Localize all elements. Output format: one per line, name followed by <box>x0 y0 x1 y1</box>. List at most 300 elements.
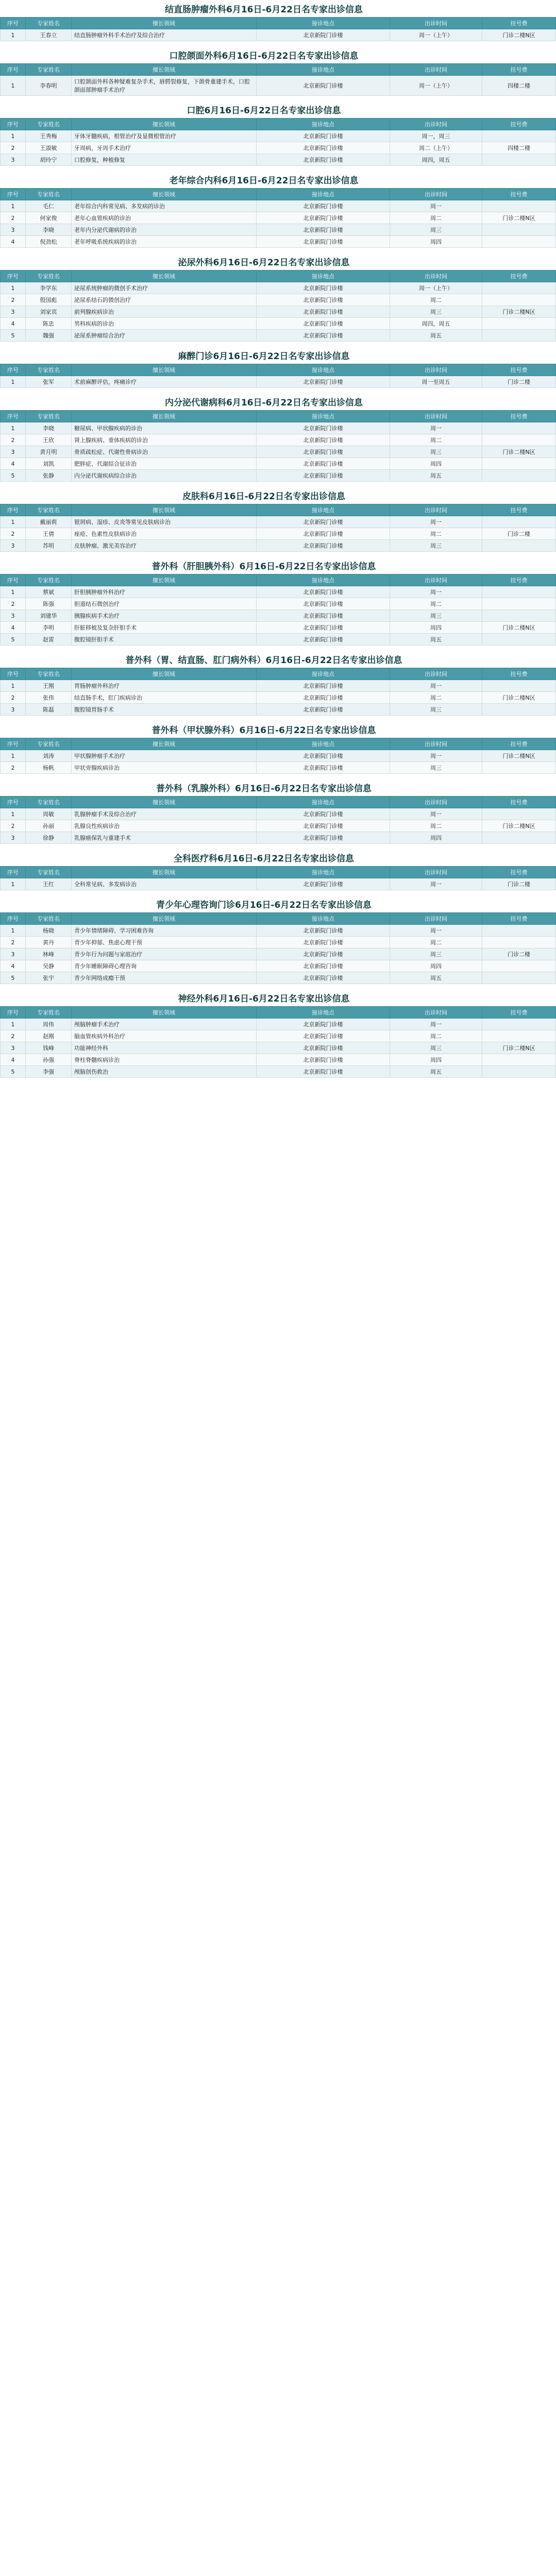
clinic-location: 北京新院门诊楼 <box>257 622 390 634</box>
clinic-time: 周一，周三 <box>390 130 482 142</box>
table-header-row <box>1 364 556 376</box>
clinic-room <box>482 294 556 306</box>
clinic-room <box>482 925 556 937</box>
table-row <box>1 422 556 434</box>
clinic-room <box>482 200 556 212</box>
doctor-name: 黄丹 <box>26 937 72 948</box>
doctor-name: 李晓 <box>26 224 72 236</box>
row-number: 1 <box>1 200 26 212</box>
row-number: 2 <box>1 692 26 704</box>
row-number: 4 <box>1 458 26 470</box>
doctor-name: 陈磊 <box>26 704 72 716</box>
table-header-row <box>1 796 556 808</box>
clinic-room: 门诊二楼N区 <box>482 692 556 704</box>
clinic-location: 北京新院门诊楼 <box>257 446 390 458</box>
clinic-time: 周三 <box>390 948 482 960</box>
clinic-location: 北京新院门诊楼 <box>257 1030 390 1042</box>
clinic-time: 周一 <box>390 750 482 762</box>
clinic-room <box>482 937 556 948</box>
row-number: 2 <box>1 598 26 610</box>
clinic-room <box>482 224 556 236</box>
specialty: 前列腺疾病诊治 <box>72 306 257 318</box>
column-header: 序号 <box>1 189 26 200</box>
column-header: 接诊地点 <box>257 867 390 878</box>
schedule-table <box>0 118 556 166</box>
column-header: 出诊时间 <box>390 270 482 282</box>
doctor-name: 孙强 <box>26 1054 72 1066</box>
specialty: 泌尿系结石的微创治疗 <box>72 294 257 306</box>
column-header: 挂号费 <box>482 118 556 130</box>
column-header: 出诊时间 <box>390 867 482 878</box>
doctor-name: 张宇 <box>26 972 72 984</box>
schedule-table <box>0 866 556 890</box>
clinic-location: 北京新院门诊楼 <box>257 318 390 330</box>
row-number: 2 <box>1 528 26 540</box>
table-header-row <box>1 411 556 422</box>
clinic-room <box>482 422 556 434</box>
clinic-location: 北京新院门诊楼 <box>257 422 390 434</box>
row-number: 2 <box>1 212 26 224</box>
row-number: 4 <box>1 960 26 972</box>
table-header-row <box>1 913 556 925</box>
table-row <box>1 1019 556 1030</box>
table-row <box>1 634 556 646</box>
specialty: 骨质疏松症、代谢性骨病诊治 <box>72 446 257 458</box>
row-number: 2 <box>1 937 26 948</box>
clinic-location: 北京新院门诊楼 <box>257 282 390 294</box>
row-number: 1 <box>1 282 26 294</box>
table-row <box>1 704 556 716</box>
row-number: 3 <box>1 610 26 622</box>
schedule-table <box>0 738 556 774</box>
clinic-time: 周四，周五 <box>390 154 482 166</box>
clinic-time: 周一（上午） <box>390 29 482 41</box>
clinic-room <box>482 762 556 774</box>
table-row <box>1 622 556 634</box>
clinic-location: 北京新院门诊楼 <box>257 76 390 96</box>
clinic-location: 北京新院门诊楼 <box>257 948 390 960</box>
doctor-name: 王欣 <box>26 434 72 446</box>
row-number: 3 <box>1 832 26 844</box>
table-row <box>1 212 556 224</box>
column-header: 出诊时间 <box>390 738 482 750</box>
column-header: 序号 <box>1 64 26 76</box>
row-number: 2 <box>1 1030 26 1042</box>
clinic-location: 北京新院门诊楼 <box>257 972 390 984</box>
doctor-name: 杨晓 <box>26 925 72 937</box>
schedule-section <box>0 253 535 342</box>
row-number: 2 <box>1 142 26 154</box>
column-header: 擅长领域 <box>72 411 257 422</box>
clinic-room <box>482 1054 556 1066</box>
doctor-name: 杨帆 <box>26 762 72 774</box>
clinic-room <box>482 972 556 984</box>
specialty: 老年综合内科常见病、多发病的诊治 <box>72 200 257 212</box>
section-title: 全科医疗科6月16日-6月22日名专家出诊信息 <box>173 854 355 864</box>
clinic-location: 北京新院门诊楼 <box>257 808 390 820</box>
column-header: 出诊时间 <box>390 18 482 29</box>
column-header: 专家姓名 <box>26 867 72 878</box>
clinic-location: 北京新院门诊楼 <box>257 528 390 540</box>
table-header-row <box>1 504 556 516</box>
clinic-location: 北京新院门诊楼 <box>257 586 390 598</box>
clinic-location: 北京新院门诊楼 <box>257 960 390 972</box>
column-header: 接诊地点 <box>257 738 390 750</box>
row-number: 3 <box>1 1042 26 1054</box>
clinic-time: 周三 <box>390 224 482 236</box>
schedule-table <box>0 17 556 41</box>
clinic-room <box>482 540 556 552</box>
clinic-location: 北京新院门诊楼 <box>257 692 390 704</box>
clinic-room: 门诊二楼N区 <box>482 750 556 762</box>
column-header: 出诊时间 <box>390 64 482 76</box>
table-row <box>1 1030 556 1042</box>
doctor-name: 赵刚 <box>26 1030 72 1042</box>
schedule-section <box>0 989 535 1078</box>
column-header: 接诊地点 <box>257 913 390 925</box>
clinic-room: 门诊二楼N区 <box>482 622 556 634</box>
column-header: 出诊时间 <box>390 411 482 422</box>
specialty: 口腔修复，种植修复 <box>72 154 257 166</box>
table-row <box>1 750 556 762</box>
clinic-location: 北京新院门诊楼 <box>257 832 390 844</box>
row-number: 1 <box>1 925 26 937</box>
doctor-name: 黄月明 <box>26 446 72 458</box>
schedule-table <box>0 1006 556 1078</box>
table-row <box>1 130 556 142</box>
column-header: 专家姓名 <box>26 668 72 680</box>
column-header: 序号 <box>1 796 26 808</box>
clinic-time: 周三 <box>390 540 482 552</box>
column-header: 擅长领域 <box>72 796 257 808</box>
clinic-room <box>482 434 556 446</box>
specialty: 牙周病，牙周手术治疗 <box>72 142 257 154</box>
table-header-row <box>1 574 556 586</box>
section-title: 皮肤科6月16日-6月22日名专家出诊信息 <box>182 492 346 502</box>
specialty: 胆道结石微创治疗 <box>72 598 257 610</box>
specialty: 肥胖症、代谢综合征诊治 <box>72 458 257 470</box>
column-header: 接诊地点 <box>257 504 390 516</box>
column-header: 出诊时间 <box>390 364 482 376</box>
clinic-time: 周五 <box>390 634 482 646</box>
clinic-time: 周一（上午） <box>390 76 482 96</box>
row-number: 3 <box>1 306 26 318</box>
row-number: 1 <box>1 878 26 890</box>
clinic-time: 周二 <box>390 820 482 832</box>
clinic-time: 周二 <box>390 937 482 948</box>
clinic-time: 周一 <box>390 586 482 598</box>
clinic-room: 门诊二楼N区 <box>482 306 556 318</box>
specialty: 颅脑肿瘤手术治疗 <box>72 1019 257 1030</box>
column-header: 接诊地点 <box>257 118 390 130</box>
clinic-location: 北京新院门诊楼 <box>257 925 390 937</box>
column-header: 接诊地点 <box>257 270 390 282</box>
doctor-name: 刘凯 <box>26 458 72 470</box>
row-number: 2 <box>1 820 26 832</box>
row-number: 3 <box>1 224 26 236</box>
specialty: 乳腺良性疾病诊治 <box>72 820 257 832</box>
clinic-room <box>482 634 556 646</box>
doctor-name: 王秀梅 <box>26 130 72 142</box>
specialty: 内分泌代谢疾病综合诊治 <box>72 470 257 482</box>
column-header: 专家姓名 <box>26 504 72 516</box>
clinic-room: 门诊二楼N区 <box>482 212 556 224</box>
column-header: 挂号费 <box>482 411 556 422</box>
clinic-location: 北京新院门诊楼 <box>257 820 390 832</box>
clinic-location: 北京新院门诊楼 <box>257 330 390 342</box>
clinic-time: 周五 <box>390 972 482 984</box>
column-header: 出诊时间 <box>390 913 482 925</box>
clinic-time: 周三 <box>390 610 482 622</box>
column-header: 挂号费 <box>482 18 556 29</box>
column-header: 序号 <box>1 364 26 376</box>
table-row <box>1 808 556 820</box>
clinic-room: 四楼二楼 <box>482 76 556 96</box>
column-header: 挂号费 <box>482 867 556 878</box>
doctor-name: 蔡斌 <box>26 586 72 598</box>
section-title: 麻醉门诊6月16日-6月22日名专家出诊信息 <box>178 351 350 362</box>
column-header: 接诊地点 <box>257 64 390 76</box>
clinic-room <box>482 516 556 528</box>
specialty: 青少年睡眠障碍心理咨询 <box>72 960 257 972</box>
column-header: 序号 <box>1 18 26 29</box>
doctor-name: 李明 <box>26 622 72 634</box>
clinic-location: 北京新院门诊楼 <box>257 634 390 646</box>
row-number: 2 <box>1 762 26 774</box>
table-row <box>1 1066 556 1078</box>
row-number: 1 <box>1 376 26 388</box>
clinic-room <box>482 832 556 844</box>
row-number: 1 <box>1 130 26 142</box>
clinic-location: 北京新院门诊楼 <box>257 470 390 482</box>
doctor-name: 殷国彪 <box>26 294 72 306</box>
specialty: 痤疮、色素性皮肤病诊治 <box>72 528 257 540</box>
column-header: 挂号费 <box>482 668 556 680</box>
clinic-time: 周三 <box>390 446 482 458</box>
section-title: 普外科（肝胆胰外科）6月16日-6月22日名专家出诊信息 <box>151 562 376 572</box>
clinic-room <box>482 458 556 470</box>
clinic-time: 周二 <box>390 692 482 704</box>
table-row <box>1 948 556 960</box>
doctor-name: 周伟 <box>26 1019 72 1030</box>
table-header-row <box>1 118 556 130</box>
column-header: 序号 <box>1 738 26 750</box>
clinic-location: 北京新院门诊楼 <box>257 236 390 248</box>
row-number: 1 <box>1 808 26 820</box>
table-row <box>1 937 556 948</box>
clinic-room: 门诊二楼 <box>482 376 556 388</box>
specialty: 银屑病、湿疹、皮炎等常见皮肤病诊治 <box>72 516 257 528</box>
clinic-room <box>482 330 556 342</box>
specialty: 乳腺癌保乳与重建手术 <box>72 832 257 844</box>
clinic-location: 北京新院门诊楼 <box>257 680 390 692</box>
doctor-name: 戴丽莉 <box>26 516 72 528</box>
doctor-name: 王倩 <box>26 528 72 540</box>
row-number: 3 <box>1 948 26 960</box>
clinic-time: 周五 <box>390 1066 482 1078</box>
row-number: 5 <box>1 972 26 984</box>
column-header: 出诊时间 <box>390 189 482 200</box>
clinic-time: 周五 <box>390 330 482 342</box>
row-number: 3 <box>1 154 26 166</box>
doctor-name: 刘涛 <box>26 750 72 762</box>
clinic-time: 周一 <box>390 516 482 528</box>
clinic-location: 北京新院门诊楼 <box>257 224 390 236</box>
doctor-name: 赵雷 <box>26 634 72 646</box>
column-header: 专家姓名 <box>26 189 72 200</box>
specialty: 功能神经外科 <box>72 1042 257 1054</box>
section-title: 口腔6月16日-6月22日名专家出诊信息 <box>187 106 341 116</box>
clinic-time: 周二（上午） <box>390 142 482 154</box>
column-header: 专家姓名 <box>26 913 72 925</box>
specialty: 腹腔镜肝胆手术 <box>72 634 257 646</box>
table-row <box>1 540 556 552</box>
column-header: 序号 <box>1 411 26 422</box>
column-header: 擅长领域 <box>72 189 257 200</box>
column-header: 出诊时间 <box>390 668 482 680</box>
column-header: 专家姓名 <box>26 738 72 750</box>
column-header: 出诊时间 <box>390 504 482 516</box>
clinic-location: 北京新院门诊楼 <box>257 598 390 610</box>
doctor-name: 王淑敏 <box>26 142 72 154</box>
schedule-table <box>0 574 556 646</box>
column-header: 序号 <box>1 270 26 282</box>
clinic-time: 周一 <box>390 925 482 937</box>
doctor-name: 苏明 <box>26 540 72 552</box>
row-number: 1 <box>1 750 26 762</box>
schedule-section <box>0 849 528 890</box>
specialty: 泌尿系肿瘤综合治疗 <box>72 330 257 342</box>
clinic-room <box>482 1019 556 1030</box>
clinic-room: 门诊二楼 <box>482 948 556 960</box>
schedule-section <box>0 651 535 716</box>
column-header: 挂号费 <box>482 364 556 376</box>
table-row <box>1 1042 556 1054</box>
clinic-location: 北京新院门诊楼 <box>257 1054 390 1066</box>
schedule-section <box>0 347 528 388</box>
table-row <box>1 960 556 972</box>
row-number: 1 <box>1 516 26 528</box>
column-header: 挂号费 <box>482 504 556 516</box>
specialty: 皮肤肿瘤、激光美容治疗 <box>72 540 257 552</box>
row-number: 3 <box>1 446 26 458</box>
clinic-room: 门诊二楼 <box>482 878 556 890</box>
row-number: 5 <box>1 470 26 482</box>
clinic-room <box>482 598 556 610</box>
clinic-time: 周四 <box>390 1054 482 1066</box>
table-row <box>1 282 556 294</box>
page <box>0 0 535 1078</box>
column-header: 擅长领域 <box>72 1007 257 1019</box>
schedule-section <box>0 487 528 552</box>
schedule-table <box>0 188 556 248</box>
specialty: 口腔颌面外科各种疑难复杂手术，唇腭裂修复，下颌骨重建手术，口腔颌面部肿瘤手术治疗 <box>72 76 257 96</box>
column-header: 擅长领域 <box>72 364 257 376</box>
section-title: 普外科（胃、结直肠、肛门病外科）6月16日-6月22日名专家出诊信息 <box>125 655 402 666</box>
table-row <box>1 692 556 704</box>
section-title: 普外科（甲状腺外科）6月16日-6月22日名专家出诊信息 <box>151 725 376 736</box>
table-row <box>1 972 556 984</box>
table-row <box>1 446 556 458</box>
clinic-room <box>482 130 556 142</box>
clinic-location: 北京新院门诊楼 <box>257 458 390 470</box>
specialty: 乳腺肿瘤手术及综合治疗 <box>72 808 257 820</box>
row-number: 4 <box>1 236 26 248</box>
column-header: 擅长领域 <box>72 18 257 29</box>
row-number: 1 <box>1 586 26 598</box>
table-row <box>1 318 556 330</box>
clinic-time: 周四 <box>390 622 482 634</box>
clinic-location: 北京新院门诊楼 <box>257 130 390 142</box>
clinic-location: 北京新院门诊楼 <box>257 294 390 306</box>
clinic-location: 北京新院门诊楼 <box>257 516 390 528</box>
row-number: 5 <box>1 634 26 646</box>
row-number: 3 <box>1 540 26 552</box>
clinic-room <box>482 960 556 972</box>
specialty: 腹腔镜胃肠手术 <box>72 704 257 716</box>
column-header: 接诊地点 <box>257 364 390 376</box>
row-number: 1 <box>1 680 26 692</box>
clinic-room <box>482 680 556 692</box>
clinic-room: 门诊二楼N区 <box>482 820 556 832</box>
doctor-name: 张军 <box>26 376 72 388</box>
schedule-table <box>0 912 556 984</box>
clinic-time: 周二 <box>390 294 482 306</box>
schedule-table <box>0 270 556 342</box>
clinic-room <box>482 1066 556 1078</box>
column-header: 接诊地点 <box>257 189 390 200</box>
clinic-time: 周一 <box>390 200 482 212</box>
clinic-room: 门诊二楼N区 <box>482 29 556 41</box>
column-header: 专家姓名 <box>26 1007 72 1019</box>
doctor-name: 何家俊 <box>26 212 72 224</box>
column-header: 接诊地点 <box>257 411 390 422</box>
table-row <box>1 1054 556 1066</box>
clinic-room <box>482 808 556 820</box>
doctor-name: 李学东 <box>26 282 72 294</box>
doctor-name: 王红 <box>26 878 72 890</box>
column-header: 接诊地点 <box>257 574 390 586</box>
clinic-time: 周二 <box>390 434 482 446</box>
clinic-time: 周二 <box>390 598 482 610</box>
section-title: 内分泌代谢病科6月16日-6月22日名专家出诊信息 <box>164 398 363 408</box>
column-header: 专家姓名 <box>26 364 72 376</box>
column-header: 擅长领域 <box>72 668 257 680</box>
clinic-room <box>482 154 556 166</box>
table-row <box>1 762 556 774</box>
doctor-name: 周敏 <box>26 808 72 820</box>
clinic-room: 门诊二楼N区 <box>482 446 556 458</box>
clinic-room <box>482 704 556 716</box>
column-header: 挂号费 <box>482 189 556 200</box>
column-header: 专家姓名 <box>26 411 72 422</box>
clinic-room <box>482 236 556 248</box>
specialty: 青少年情绪障碍、学习困难咨询 <box>72 925 257 937</box>
table-row <box>1 154 556 166</box>
schedule-section <box>0 393 535 482</box>
clinic-location: 北京新院门诊楼 <box>257 878 390 890</box>
column-header: 擅长领域 <box>72 64 257 76</box>
table-row <box>1 294 556 306</box>
schedule-section <box>0 779 535 844</box>
clinic-time: 周二 <box>390 212 482 224</box>
clinic-time: 周五 <box>390 470 482 482</box>
clinic-location: 北京新院门诊楼 <box>257 937 390 948</box>
doctor-name: 刘建华 <box>26 610 72 622</box>
table-row <box>1 376 556 388</box>
specialty: 结直肠手术，肛门疾病诊治 <box>72 692 257 704</box>
doctor-name: 王春立 <box>26 29 72 41</box>
